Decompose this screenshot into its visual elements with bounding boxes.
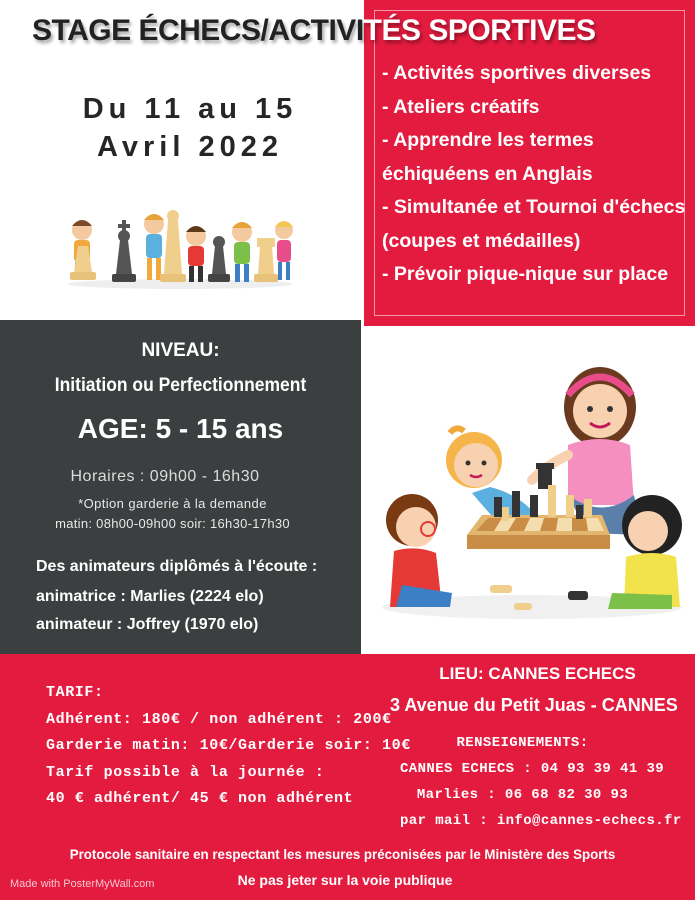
title-part-1: STAGE ÉCHECS/ACTIVI [32,14,364,47]
dates-line-2: Avril 2022 [97,131,283,163]
tarif-line: 40 € adhérent/ 45 € non adhérent [46,790,354,807]
tarif-line: Tarif possible à la journée : [46,763,325,781]
garderie-option: *Option garderie à la demande [78,496,267,511]
contact-heading: RENSEIGNEMENTS: [456,735,589,751]
activities-list [382,57,687,292]
tarif-block [46,680,411,813]
black-king-piece-icon [112,220,136,282]
marlies-phone: Marlies : 06 68 82 30 93 [416,787,629,803]
disposal-notice: Ne pas jeter sur la voie publique [237,872,453,888]
protocole-notice: Protocole sanitaire en respectant les mesures préconisées par le Ministère des Sports [69,846,616,862]
club-phone: CANNES ECHECS : 04 93 39 41 39 [400,761,665,777]
activity-item: - Apprendre les termes [382,129,594,151]
event-dates [40,90,340,166]
watermark: Made with PosterMyWall.com [10,878,155,890]
blonde-girl-figure-icon [446,428,540,525]
kids-chess-pieces-illustration [62,200,298,290]
kid-figure-icon [186,226,206,282]
horaires: Horaires : 09h00 - 16h30 [70,468,260,485]
dates-line-1: Du 11 au 15 [82,93,298,125]
address: 3 Avenue du Petit Juas - CANNES [390,695,678,715]
activity-item: - Prévoir pique-nique sur place [382,263,669,285]
activity-item: échiquéens en Anglais [382,162,593,185]
contact-block [400,730,682,834]
tarif-label: TARIF: [46,684,104,701]
contact-email: par mail : info@cannes-echecs.fr [400,813,682,829]
garderie-hours: matin: 08h00-09h00 soir: 16h30-17h30 [55,516,290,531]
animatrice-line: animatrice : Marlies (2224 elo) [36,588,264,605]
kid-figure-icon [275,221,293,280]
niveau-value: Initiation ou Perfectionnement [54,375,307,396]
niveau-label: NIVEAU: [141,340,220,361]
white-rook-piece-icon [254,238,278,282]
activity-item: - Simultanée et Tournoi d'échecs [382,196,686,218]
lieu-label: LIEU: CANNES ECHECS [439,664,636,683]
white-queen-piece-icon [160,210,186,282]
chess-board-icon [467,515,610,549]
kid-figure-icon [232,222,252,282]
boy-with-glasses-figure-icon [386,494,452,607]
animateur-line: animateur : Joffrey (1970 elo) [36,616,259,633]
animateurs-heading: Des animateurs diplômés à l'écoute : [36,558,318,575]
activity-item: (coupes et médailles) [382,229,581,252]
white-king-piece-icon [70,246,96,280]
title-part-2: TÉS SPORTIVES [363,14,596,47]
activity-item: - Ateliers créatifs [382,95,540,118]
kid-figure-icon [144,214,164,280]
kids-playing-chess-illustration [372,345,687,625]
black-pawn-piece-icon [208,236,230,282]
tarif-line: Adhérent: 180€ / non adhérent : 200€ [46,710,392,728]
age-range: AGE: 5 - 15 ans [77,413,284,444]
activity-item: - Activités sportives diverses [382,62,652,84]
page-title [32,14,672,48]
tarif-line: Garderie matin: 10€/Garderie soir: 10€ [46,737,411,754]
